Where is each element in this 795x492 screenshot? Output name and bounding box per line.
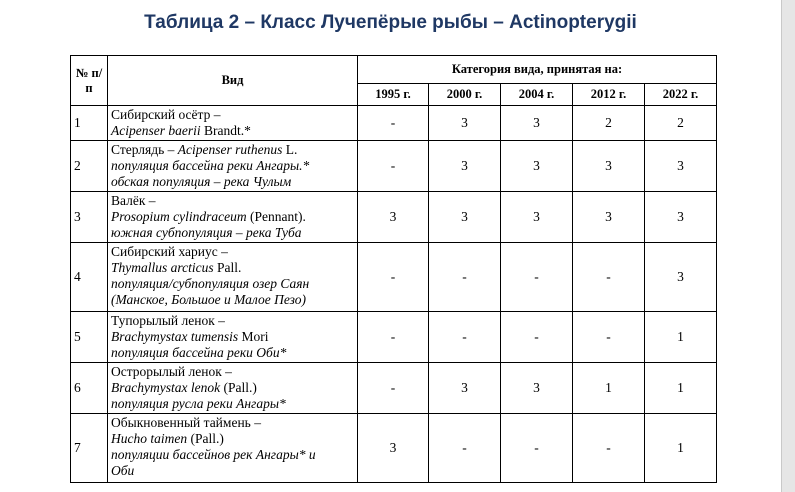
header-row — [71, 56, 717, 84]
species-line — [111, 329, 354, 345]
row-number: 2 — [71, 141, 108, 192]
table-row — [71, 192, 717, 243]
category-cell: - — [501, 312, 573, 363]
species-italic-text: популяция русла реки Ангары* — [111, 396, 286, 411]
species-italic-text: (Манское, Большое и Малое Пезо) — [111, 292, 306, 307]
category-cell: 2 — [573, 106, 645, 141]
species-text: Тупорылый ленок – — [111, 313, 225, 328]
species-line — [111, 193, 354, 209]
species-line — [111, 345, 354, 361]
category-cell: - — [573, 312, 645, 363]
category-cell: - — [358, 363, 429, 414]
category-cell: - — [573, 243, 645, 312]
category-cell: - — [501, 414, 573, 483]
species-italic-text: Prosopium cylindraceum — [111, 209, 247, 224]
category-cell: 1 — [645, 312, 717, 363]
row-number: 4 — [71, 243, 108, 312]
species-italic-text: популяция/субпопуляция озер Саян — [111, 276, 310, 291]
species-line — [111, 244, 354, 260]
category-cell: 3 — [358, 192, 429, 243]
row-number: 1 — [71, 106, 108, 141]
species-italic-text: популяция бассейна реки Оби* — [111, 345, 287, 360]
category-cell: - — [429, 243, 501, 312]
category-cell: 1 — [645, 414, 717, 483]
row-number: 3 — [71, 192, 108, 243]
header-species: Вид — [108, 56, 358, 106]
species-cell — [108, 106, 358, 141]
category-cell: 3 — [501, 192, 573, 243]
category-cell: - — [358, 312, 429, 363]
category-cell: - — [358, 141, 429, 192]
species-line — [111, 463, 354, 479]
category-cell: 2 — [645, 106, 717, 141]
header-year: 2000 г. — [429, 84, 501, 106]
category-cell: - — [358, 243, 429, 312]
species-table — [70, 55, 717, 483]
category-cell: 3 — [645, 141, 717, 192]
category-cell: 3 — [645, 192, 717, 243]
table-row — [71, 414, 717, 483]
species-text: Pall. — [213, 260, 242, 275]
table-row — [71, 363, 717, 414]
species-italic-text: обская популяция – река Чулым — [111, 174, 292, 189]
species-line — [111, 260, 354, 276]
species-line — [111, 415, 354, 431]
category-cell: 1 — [573, 363, 645, 414]
species-italic-text: Thymallus arcticus — [111, 260, 214, 275]
row-number: 5 — [71, 312, 108, 363]
category-cell: 3 — [358, 414, 429, 483]
category-cell: 3 — [501, 141, 573, 192]
viewer-scroll-gutter[interactable] — [782, 0, 795, 492]
species-cell — [108, 312, 358, 363]
species-italic-text: популяции бассейнов рек Ангары* и — [111, 447, 316, 462]
species-text: Mori — [238, 329, 269, 344]
species-line — [111, 209, 354, 225]
species-text: Обыкновенный таймень – — [111, 415, 261, 430]
species-text: L. — [282, 142, 298, 157]
species-line — [111, 364, 354, 380]
species-cell — [108, 141, 358, 192]
category-cell: - — [573, 414, 645, 483]
category-cell: 3 — [429, 363, 501, 414]
category-cell: 3 — [573, 192, 645, 243]
species-cell — [108, 243, 358, 312]
species-cell — [108, 192, 358, 243]
table-row — [71, 141, 717, 192]
species-cell — [108, 363, 358, 414]
species-text: Brandt.* — [200, 123, 251, 138]
species-line — [111, 158, 354, 174]
category-cell: 3 — [501, 363, 573, 414]
category-cell: - — [429, 414, 501, 483]
species-text: Сибирский хариус – — [111, 244, 228, 259]
row-number: 7 — [71, 414, 108, 483]
table-row — [71, 106, 717, 141]
header-year: 1995 г. — [358, 84, 429, 106]
species-line — [111, 174, 354, 190]
species-italic-text: Hucho taimen — [111, 431, 188, 446]
species-italic-text: Acipenser baerii — [111, 123, 201, 138]
row-number: 6 — [71, 363, 108, 414]
species-italic-text: южная субпопуляция – река Туба — [111, 225, 302, 240]
species-italic-text: популяция бассейна реки Ангары.* — [111, 158, 310, 173]
category-cell: 1 — [645, 363, 717, 414]
species-text: Острорылый ленок – — [111, 364, 232, 379]
species-text: (Pall.) — [220, 380, 257, 395]
species-line — [111, 431, 354, 447]
header-year: 2012 г. — [573, 84, 645, 106]
table-title: Таблица 2 – Класс Лучепёрые рыбы – Actinopterygii — [144, 12, 637, 33]
species-line — [111, 380, 354, 396]
header-year: 2022 г. — [645, 84, 717, 106]
species-text: Сибирский осётр – — [111, 107, 221, 122]
category-cell: 3 — [429, 141, 501, 192]
species-italic-text: Оби — [111, 463, 135, 478]
species-italic-text: Brachymystax lenok — [111, 380, 221, 395]
species-line — [111, 142, 354, 158]
species-text: Стерлядь – — [111, 142, 178, 157]
header-year: 2004 г. — [501, 84, 573, 106]
species-line — [111, 107, 354, 123]
table-row — [71, 312, 717, 363]
category-cell: 3 — [429, 106, 501, 141]
species-cell — [108, 414, 358, 483]
species-line — [111, 123, 354, 139]
category-cell: - — [358, 106, 429, 141]
table-row — [71, 243, 717, 312]
category-cell: 3 — [645, 243, 717, 312]
header-num: № п/п — [71, 56, 108, 106]
category-cell: 3 — [573, 141, 645, 192]
category-cell: - — [429, 312, 501, 363]
species-line — [111, 447, 354, 463]
species-line — [111, 225, 354, 241]
species-text: Валёк – — [111, 193, 156, 208]
species-italic-text: Acipenser ruthenus — [177, 142, 283, 157]
category-cell: 3 — [429, 192, 501, 243]
header-category: Категория вида, принятая на: — [358, 56, 717, 84]
species-text: (Pennant). — [246, 209, 306, 224]
species-italic-text: Brachymystax tumensis — [111, 329, 239, 344]
species-line — [111, 276, 354, 292]
species-line — [111, 396, 354, 412]
species-line — [111, 292, 354, 308]
category-cell: - — [501, 243, 573, 312]
species-line — [111, 313, 354, 329]
category-cell: 3 — [501, 106, 573, 141]
species-text: (Pall.) — [187, 431, 224, 446]
